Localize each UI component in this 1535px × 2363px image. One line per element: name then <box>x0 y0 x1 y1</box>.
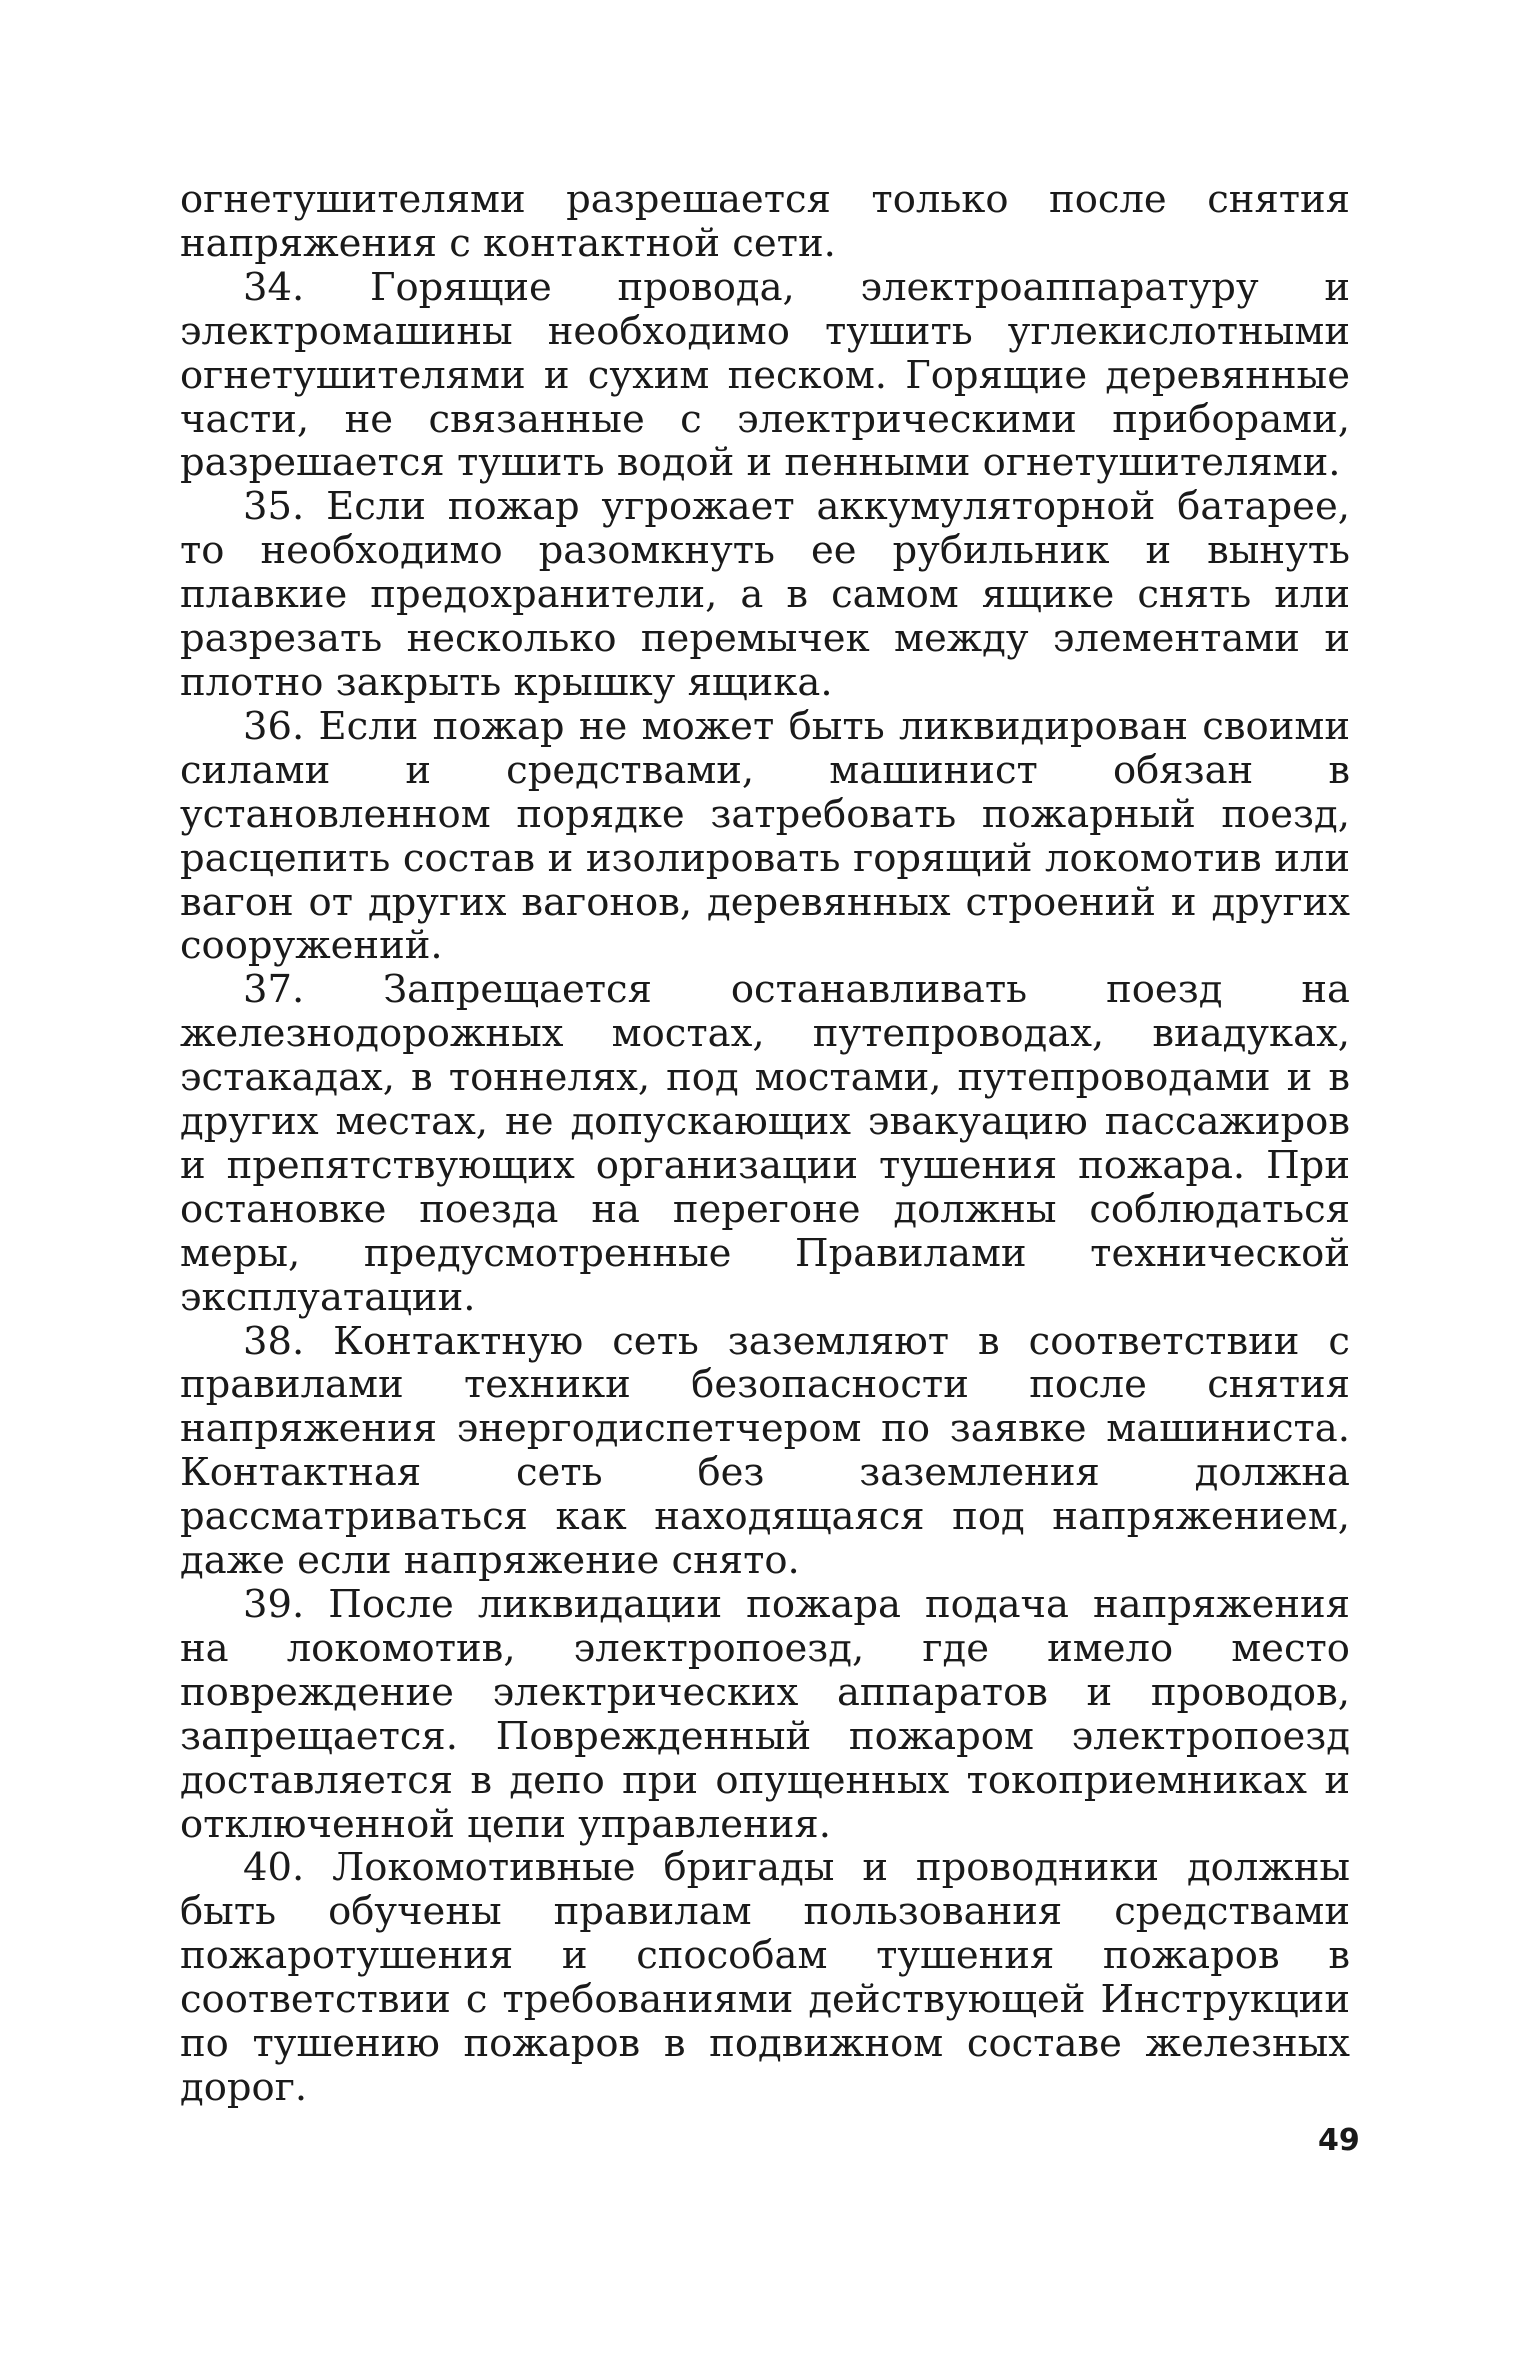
paragraph-34: 34. Горящие провода, электроаппаратуру и электромашины необходимо тушить углекислотными огнетушителями и сухим песком. Горящие деревянные части, не связанные с электрическими приборами, разрешается тушить водой и пенными огнетушителями. <box>180 264 1350 486</box>
paragraph-38: 38. Контактную сеть заземляют в соответствии с правилами техники безопасности после снятия напряжения энергодиспетчером по заявке машиниста. Контактная сеть без заземления должна рассматриваться как находящаяся под напряжением, даже если напряжение снято. <box>180 1318 1350 1584</box>
page-text <box>180 178 1350 2110</box>
paragraph-continuation: огнетушителями разрешается только после снятия напряжения с контактной сети. <box>180 177 1350 266</box>
paragraph-36: 36. Если пожар не может быть ликвидирован своими силами и средствами, машинист обязан в установленном порядке затребовать пожарный поезд, расцепить состав и изолировать горящий локомотив или вагон от других вагонов, деревянных строений и других сооружений. <box>180 703 1350 969</box>
paragraph-40: 40. Локомотивные бригады и проводники должны быть обучены правилам пользования средствами пожаротушения и способам тушения пожаров в соответствии с требованиями действующей Инструкции по тушению пожаров в подвижном составе железных дорог. <box>180 1845 1350 2110</box>
paragraph-35: 35. Если пожар угрожает аккумуляторной батарее, то необходимо разомкнуть ее рубильник и вынуть плавкие предохранители, а в самом ящике снять или разрезать несколько перемычек между элементами и плотно закрыть крышку ящика. <box>180 484 1350 705</box>
page-number: 49 <box>1318 2123 1360 2158</box>
paragraph-37: 37. Запрещается останавливать поезд на железнодорожных мостах, путепроводах, виадуках, эстакадах, в тоннелях, под мостами, путепроводами и в других местах, не допускающих эвакуацию пассажиров и препятствующих организации тушения пожара. При остановке поезда на перегоне должны соблюдаться меры, предусмотренные Правилами технической эксплуатации. <box>180 967 1350 1320</box>
paragraph-39: 39. После ликвидации пожара подача напряжения на локомотив, электропоезд, где имело место повреждение электрических аппаратов и проводов, запрещается. Поврежденный пожаром электропоезд доставляется в депо при опущенных токоприемниках и отключенной цепи управления. <box>180 1582 1350 1847</box>
